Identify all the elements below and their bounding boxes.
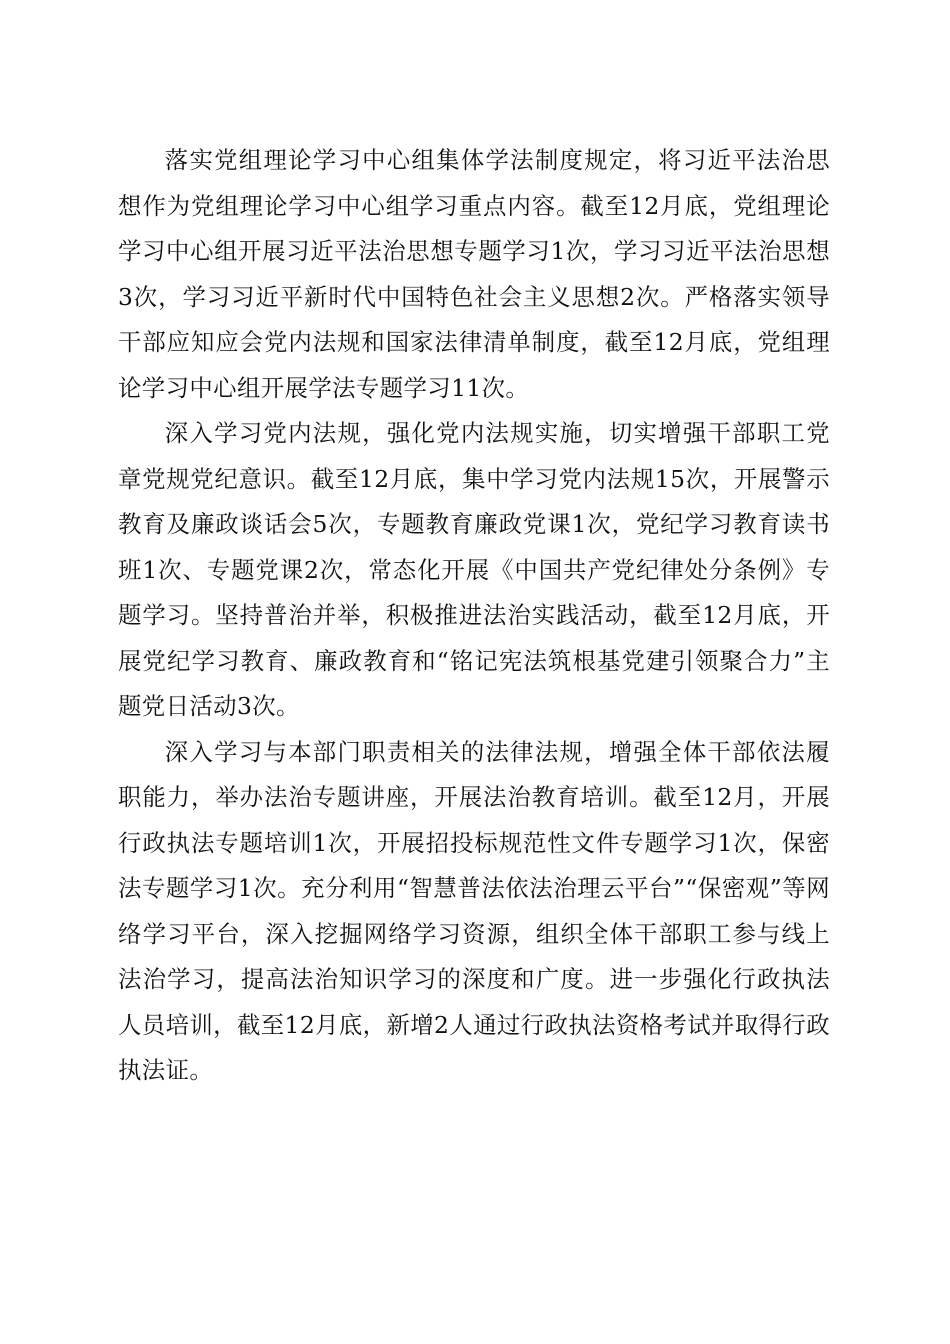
paragraph-2: 深入学习党内法规，强化党内法规实施，切实增强干部职工党章党规党纪意识。截至12月底，集中学习党内法规15次，开展警示教育及廉政谈话会5次，专题教育廉政党课1次，党纪学习教育读书班1次、专题党课2次，常态化开展《中国共产党纪律处分条例》专题学习。坚持普治并举，积极推进法治实践活动，截至12月底，开展党纪学习教育、廉政教育和“铭记宪法筑根基党建引领聚合力”主题党日活动3次。	[118, 419, 830, 720]
paragraph-1: 落实党组理论学习中心组集体学法制度规定，将习近平法治思想作为党组理论学习中心组学习重点内容。截至12月底，党组理论学习中心组开展习近平法治思想专题学习1次，学习习近平法治思想3次，学习习近平新时代中国特色社会主义思想2次。严格落实领导干部应知应会党内法规和国家法律清单制度，截至12月底，党组理论学习中心组开展学法专题学习11次。	[118, 146, 830, 402]
paragraph-3: 深入学习与本部门职责相关的法律法规，增强全体干部依法履职能力，举办法治专题讲座，开展法治教育培训。截至12月，开展行政执法专题培训1次，开展招投标规范性文件专题学习1次，保密法专题学习1次。充分利用“智慧普法依法治理云平台”“保密观”等网络学习平台，深入挖掘网络学习资源，组织全体干部职工参与线上法治学习，提高法治知识学习的深度和广度。进一步强化行政执法人员培训，截至12月底，新增2人通过行政执法资格考试并取得行政执法证。	[118, 737, 830, 1084]
document-body	[118, 138, 830, 1094]
